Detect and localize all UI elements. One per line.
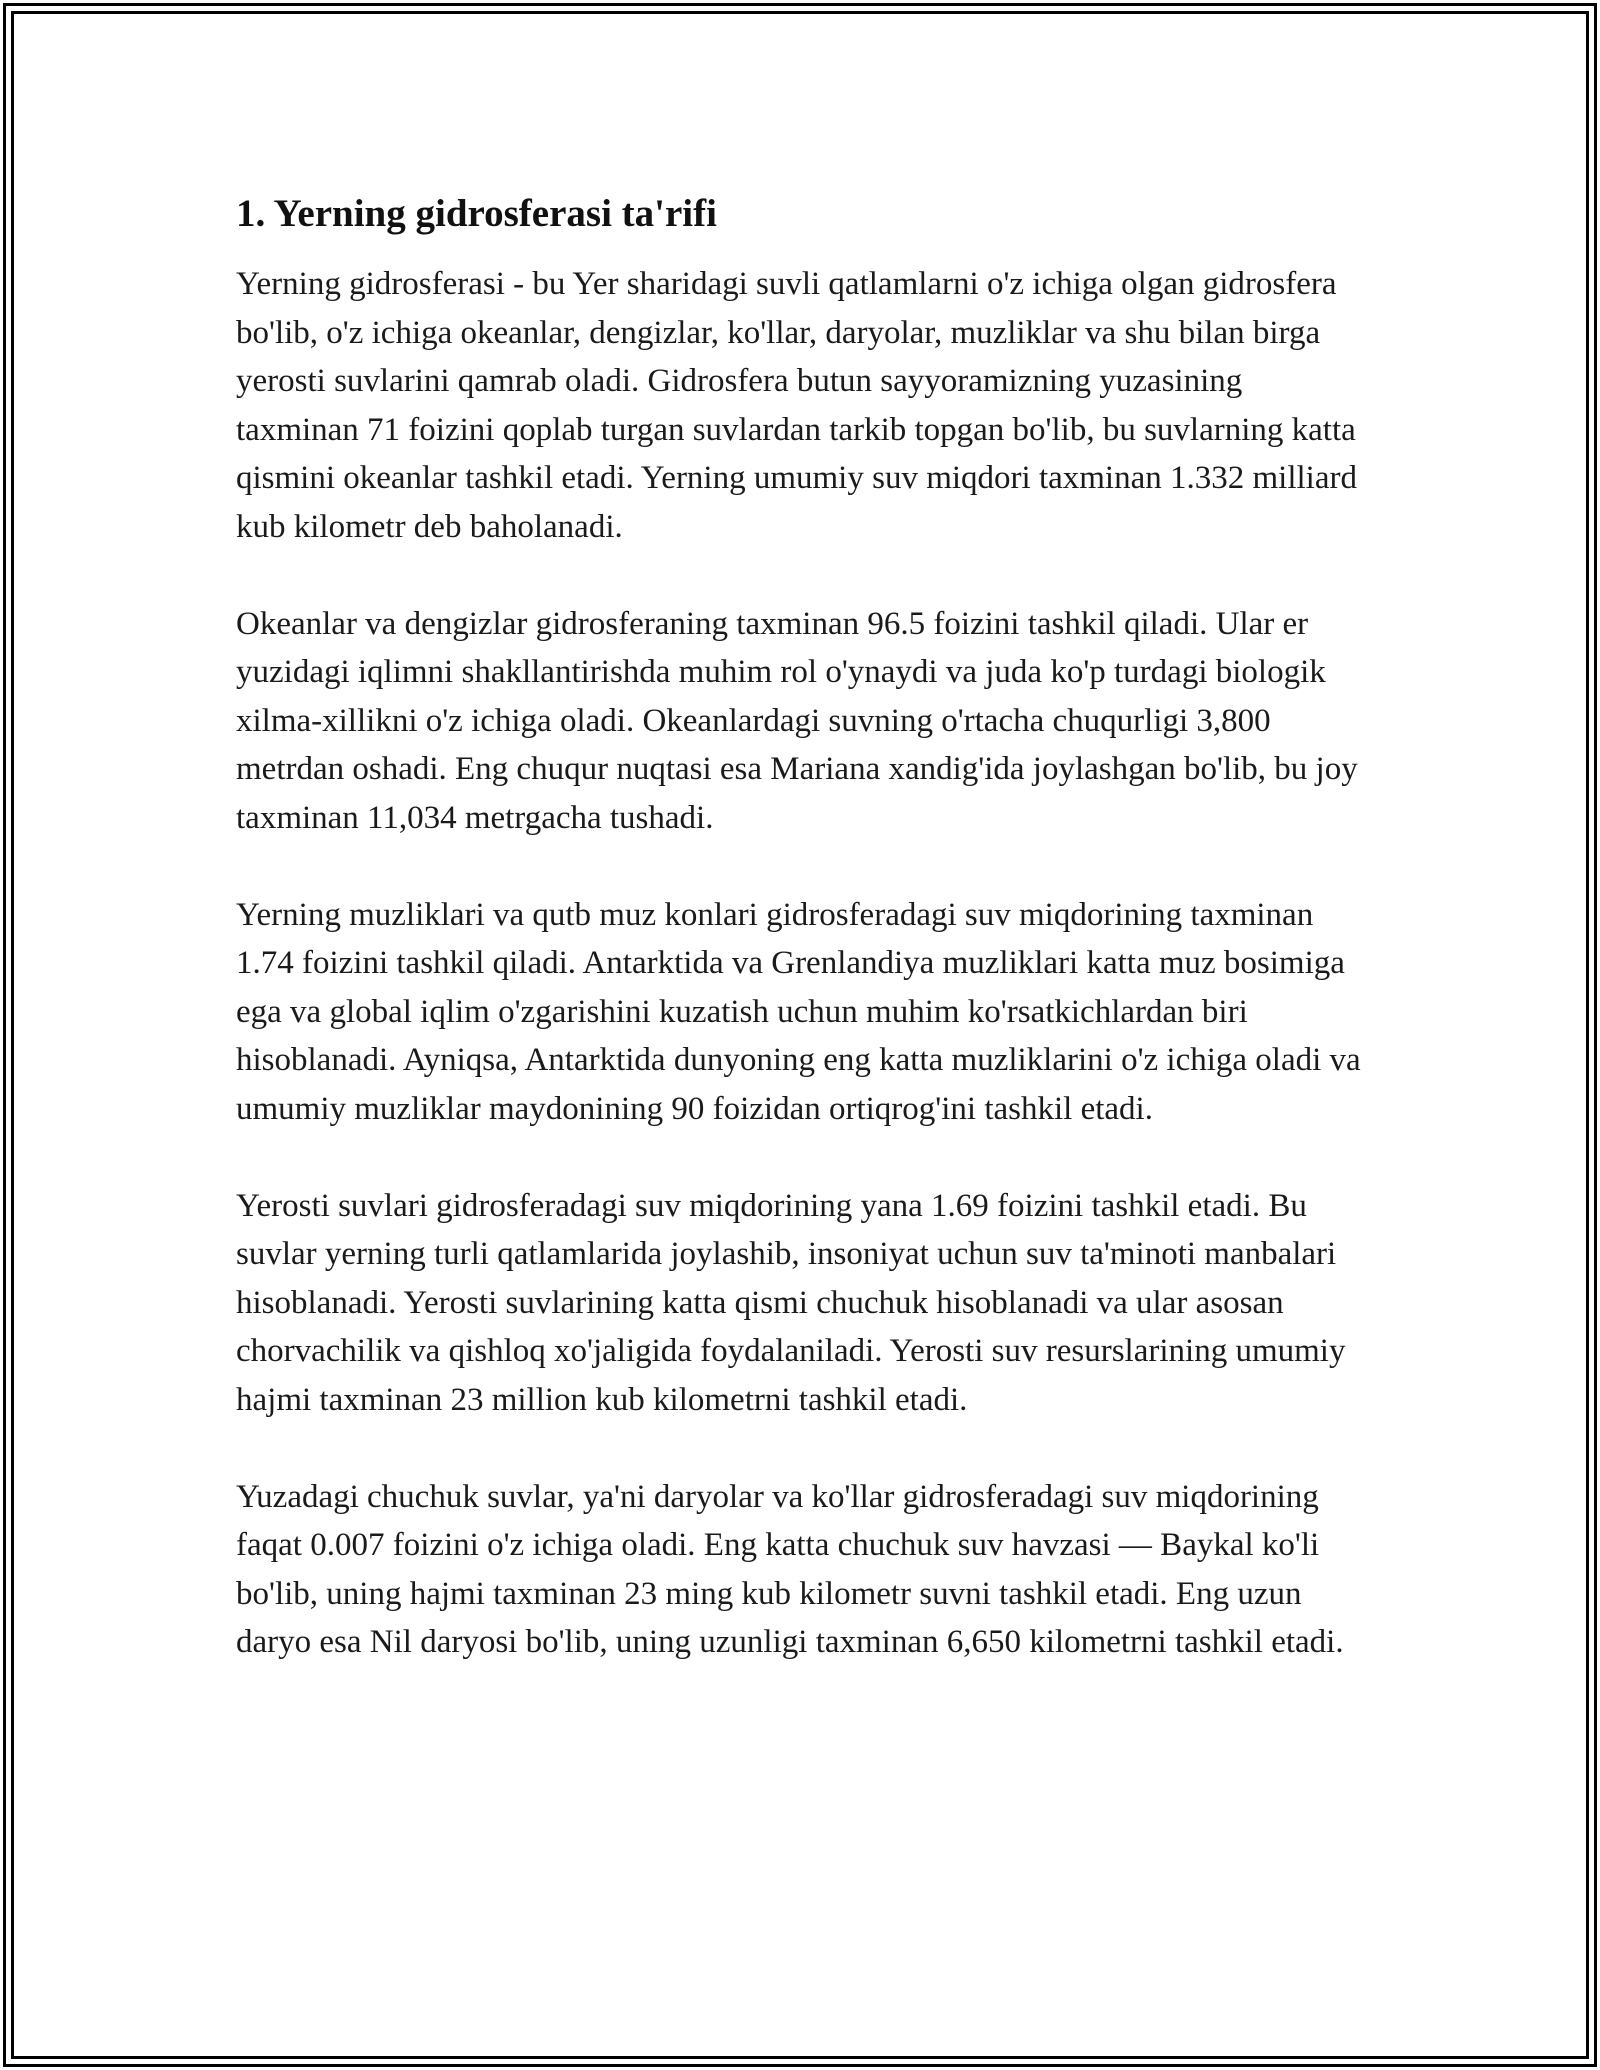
paragraph-glaciers: Yerning muzliklari va qutb muz konlari gidrosferadagi suv miqdorining taxminan 1.74 foizini tashkil qiladi. Antarktida va Grenlandiya muzliklari katta muz bosimiga ega va global iqlim o'zgarishini kuzatish uchun muhim ko'rsatkichlardan biri hisoblanadi. Ayniqsa, Antarktida dunyoning eng katta muzliklarini o'z ichiga oladi va umumiy muzliklar maydonining 90 foizidan ortiqrog'ini tashkil etadi. [236, 896, 1361, 1127]
paragraph-surface-freshwater: Yuzadagi chuchuk suvlar, ya'ni daryolar va ko'llar gidrosferadagi suv miqdorining faqat 0.007 foizini o'z ichiga oladi. Eng katta chuchuk suv havzasi — Baykal ko'li bo'lib, uning hajmi taxminan 23 ming kub kilometr suvni tashkil etadi. Eng uzun daryo esa Nil daryosi bo'lib, uning uzunligi taxminan 6,650 kilometrni tashkil etadi. [236, 1478, 1344, 1660]
document-body [236, 186, 1362, 1667]
section-heading: 1. Yerning gidrosferasi ta'rifi [236, 192, 717, 235]
paragraph-groundwater: Yerosti suvlari gidrosferadagi suv miqdorining yana 1.69 foizini tashkil etadi. Bu suvlar yerning turli qatlamlarida joylashib, insoniyat uchun suv ta'minoti manbalari hisoblanadi. Yerosti suvlarining katta qismi chuchuk hisoblanadi va ular asosan chorvachilik va qishloq xo'jaligida foydalaniladi. Yerosti suv resurslarining umumiy hajmi taxminan 23 million kub kilometrni tashkil etadi. [236, 1187, 1346, 1418]
paragraph-oceans-seas: Okeanlar va dengizlar gidrosferaning taxminan 96.5 foizini tashkil qiladi. Ular er yuzidagi iqlimni shakllantirishda muhim rol o'ynaydi va juda ko'p turdagi biologik xilma-xillikni o'z ichiga oladi. Okeanlardagi suvning o'rtacha chuqurligi 3,800 metrdan oshadi. Eng chuqur nuqtasi esa Mariana xandig'ida joylashgan bo'lib, bu joy taxminan 11,034 metrgacha tushadi. [236, 605, 1358, 836]
paragraph-gidrosfera-definition: Yerning gidrosferasi - bu Yer sharidagi suvli qatlamlarni o'z ichiga olgan gidrosfera bo'lib, o'z ichiga okeanlar, dengizlar, ko'llar, daryolar, muzliklar va shu bilan birga yerosti suvlarini qamrab oladi. Gidrosfera butun sayyoramizning yuzasining taxminan 71 foizini qoplab turgan suvlardan tarkib topgan bo'lib, bu suvlarning katta qismini okeanlar tashkil etadi. Yerning umumiy suv miqdori taxminan 1.332 milliard kub kilometr deb baholanadi. [236, 266, 1357, 545]
